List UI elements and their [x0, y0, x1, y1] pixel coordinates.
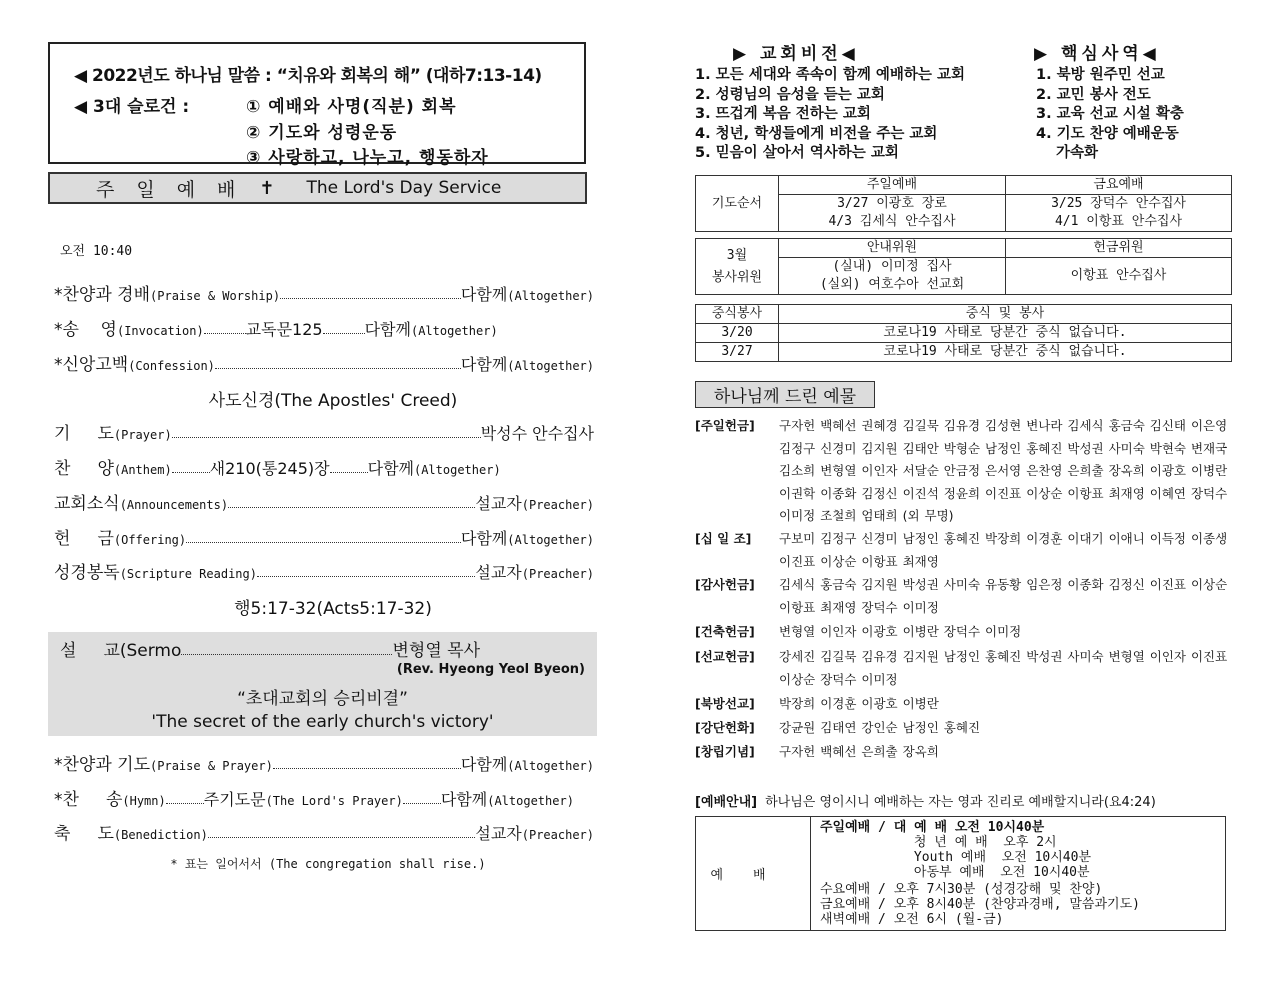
- core-ministry-title: ▶ 핵심사역◀: [1034, 44, 1160, 64]
- offering-category: [주일헌금] 구자헌 백혜선 권혜경 김길묵 김유경 김성현 변나라 김세식 홍금숙 김신태 이은영 김정구 신경미 김지원 김태안 박형순 남정인 홍혜진 박성권 사미숙 박현숙 변재국 김소희 변형열 이인자 서달순 안금정 은서영 은찬영 은희출 장옥희 이광호 이병란 이권학 이종화 김정신 이진석 정윤희 이진표 이상순 이항표 최재영 이혜연 장덕수 이미정 조철희 엄태희 (외 무명): [695, 418, 1228, 523]
- schedule-row: 수요예배 / 오후 7시30분 (성경강해 및 찬양): [820, 882, 1103, 897]
- meal-service-table: 중식봉사 중식 및 봉사 3/20 코로나19 사태로 당분간 중식 없습니다. 3/27 코로나19 사태로 당분간 중식 없습니다.: [695, 304, 1232, 362]
- cross-icon: ✝: [259, 177, 275, 199]
- schedule-row: 금요예배 / 오후 8시40분 (찬양과경배, 말씀과기도): [820, 897, 1140, 912]
- vision-list: [695, 66, 965, 164]
- offering-category: [감사헌금] 김세식 홍금숙 김지원 박성권 사미숙 유동황 임은정 이종화 김정신 이진표 이상순 이항표 최재영 장덕수 이미정: [695, 577, 1228, 615]
- schedule-row: 새벽예배 / 오전 6시 (월-금): [820, 912, 1004, 927]
- list-item: 4. 기도 찬양 예배운동: [1036, 125, 1179, 142]
- list-item: 가속화: [1056, 145, 1099, 161]
- core-ministry-list: [1036, 66, 1184, 164]
- sermon-title-en: 'The secret of the early church's victory': [151, 712, 494, 732]
- vision-title: ▶ 교회비전◀: [733, 44, 859, 64]
- order-item: 헌 금 (Offering) 다함께(Altogether): [54, 529, 594, 549]
- preacher-name: 변형열 목사: [392, 641, 480, 661]
- schedule-side-label: 예배: [696, 817, 811, 930]
- order-item: 성경봉독 (Scripture Reading) 설교자(Preacher): [54, 563, 594, 583]
- list-item: 1. 북방 원주민 선교: [1036, 67, 1165, 83]
- service-title-ko: 주일예배: [96, 178, 258, 201]
- schedule-row: 주일예배 / 대 예 배 오전 10시40분: [820, 820, 1045, 835]
- order-item: *찬양과 기도 (Praise & Prayer) 다함께(Altogether): [54, 755, 594, 775]
- worship-schedule-table: [695, 816, 1226, 931]
- slogan-1: ① 예배와 사명(직분) 회복: [246, 97, 457, 117]
- apostles-creed: 사도신경(The Apostles' Creed): [208, 391, 458, 411]
- worship-verse: 하나님은 영이시니 예배하는 자는 영과 진리로 예배할지니라(요4:24): [765, 795, 1156, 810]
- list-item: 3. 뜨겁게 복음 전하는 교회: [695, 106, 871, 122]
- service-time: 오전 10:40: [60, 244, 133, 259]
- service-header: [48, 172, 587, 204]
- slogan-3: ③ 사랑하고, 나누고, 행동하자: [246, 148, 489, 168]
- list-item: 2. 성령님의 음성을 듣는 교회: [695, 86, 885, 103]
- order-item: *송 영 (Invocation) 교독문125 다함께(Altogether): [54, 320, 498, 340]
- preacher-name-en: (Rev. Hyeong Yeol Byeon): [396, 662, 585, 677]
- worship-guide: [695, 791, 1156, 810]
- worship-guide-label: [예배안내]: [695, 795, 758, 810]
- slogan-label: ◀ 3대 슬로건 :: [74, 97, 190, 117]
- sermon-box: [48, 632, 597, 736]
- offering-category: [건축헌금] 변형열 이인자 이광호 이병란 장덕수 이미정: [695, 624, 1022, 639]
- list-item: 5. 믿음이 살아서 역사하는 교회: [695, 145, 899, 161]
- offering-category: [강단헌화] 강균원 김태연 강인순 남정인 홍혜진: [695, 720, 981, 735]
- order-item: 교회소식 (Announcements) 설교자(Preacher): [54, 494, 594, 514]
- scripture-reference: 행5:17-32(Acts5:17-32): [234, 599, 432, 619]
- offerings-title: 하나님께 드린 예물: [695, 381, 875, 408]
- list-item: 4. 청년, 학생들에게 비전을 주는 교회: [695, 125, 938, 142]
- prayer-order-table: 기도순서 주일예배 금요예배 3/27 이광호 장로 3/25 장덕수 안수집사 4/3 김세식 안수집사 4/1 이항표 안수집사: [695, 175, 1232, 232]
- offering-category: [선교헌금] 강세진 김길묵 김유경 김지원 남정인 홍혜진 박성권 사미숙 변형열 이인자 이진표 이상순 장덕수 이미정: [695, 649, 1228, 687]
- theme-box: [48, 42, 586, 168]
- offering-category: [북방선교] 박장희 이경훈 이광호 이병란: [695, 696, 939, 711]
- service-title-en: The Lord's Day Service: [306, 178, 502, 198]
- list-item: 2. 교민 봉사 전도: [1036, 86, 1151, 103]
- list-item: 3. 교육 선교 시설 확충: [1036, 106, 1184, 122]
- slogan-2: ② 기도와 성령운동: [246, 123, 398, 143]
- offering-category: [십 일 조] 구보미 김정구 신경미 남정인 홍혜진 박장희 이경훈 이대기 이애니 이득정 이종생 이진표 이상순 이항표 최재영: [695, 531, 1228, 569]
- order-item: *찬양과 경배 (Praise & Worship) 다함께(Altogether): [54, 285, 594, 305]
- order-item: 찬 양 (Anthem) 새210(통245)장 다함께(Altogether): [54, 459, 501, 479]
- sermon-title-ko: “초대교회의 승리비결”: [237, 689, 408, 709]
- order-item: 축 도 (Benediction) 설교자(Preacher): [54, 824, 594, 844]
- schedule-row: 청 년 예 배 오후 2시: [820, 835, 1057, 850]
- order-item: *신앙고백 (Confession) 다함께(Altogether): [54, 355, 594, 375]
- order-item: *찬 송 (Hymn) 주기도문 (The Lord's Prayer) 다함께(Altogether): [54, 790, 574, 810]
- standing-note: * 표는 일어서서 (The congregation shall rise.): [170, 857, 486, 871]
- list-item: 1. 모든 세대와 족속이 함께 예배하는 교회: [695, 67, 965, 83]
- sermon-label: 설 교(Sermo: [60, 641, 182, 661]
- offering-category: [창립기념] 구자헌 백혜선 은희출 장옥희: [695, 744, 939, 759]
- order-item: 기 도 (Prayer) 박성수 안수집사: [54, 424, 594, 444]
- service-volunteer-table: 3월 봉사위원 안내위원 헌금위원 (실내) 이미정 집사 (실외) 여호수아 선교회 이항표 안수집사: [695, 238, 1232, 295]
- schedule-row: 아동부 예배 오전 10시40분: [820, 865, 1090, 880]
- schedule-row: Youth 예배 오전 10시40분: [820, 850, 1092, 865]
- annual-word: ◀ 2022년도 하나님 말씀 : “치유와 회복의 해” (대하7:13-14): [74, 66, 542, 86]
